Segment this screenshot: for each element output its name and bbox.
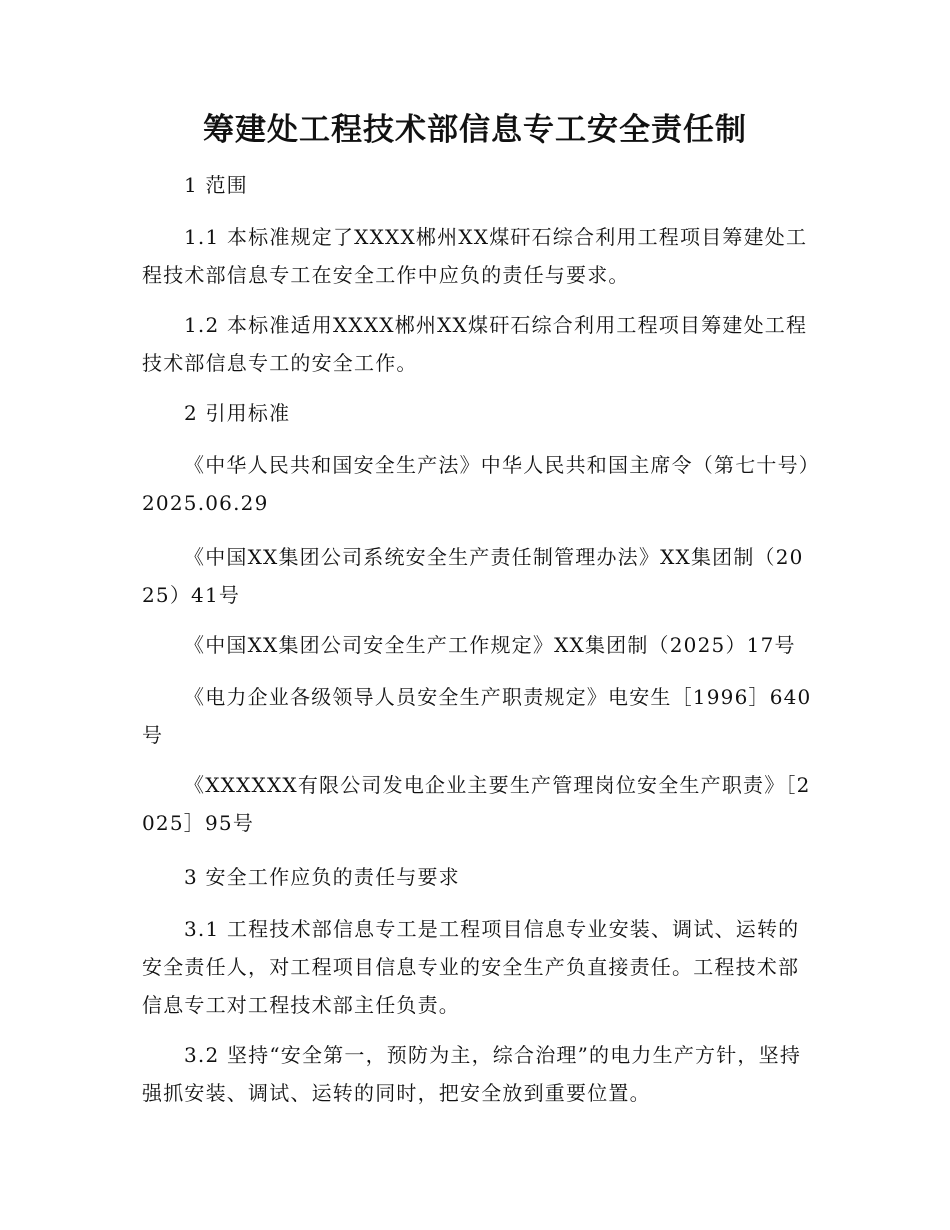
paragraph-3-1: 3.1 工程技术部信息专工是工程项目信息专业安装、调试、运转的安全责任人，对工程项目信息专业的安全生产负直接责任。工程技术部信息专工对工程技术部主任负责。 [142,917,800,1017]
section-2-heading: 2 引用标准 [184,401,291,425]
reference-2: 《中国XX集团公司系统安全生产责任制管理办法》XX集团制（2025）41号 [142,545,804,607]
section-1-heading: 1 范围 [184,173,248,197]
paragraph-1-1: 1.1 本标准规定了XXXX郴州XX煤矸石综合利用工程项目筹建处工程技术部信息专工在安全工作中应负的责任与要求。 [142,225,808,287]
reference-5: 《XXXXXX有限公司发电企业主要生产管理岗位安全生产职责》［2025］95号 [142,773,811,835]
reference-3: 《中国XX集团公司安全生产工作规定》XX集团制（2025）17号 [184,633,796,657]
reference-4: 《电力企业各级领导人员安全生产职责规定》电安生［1996］640号 [142,685,812,747]
reference-1: 《中华人民共和国安全生产法》中华人民共和国主席令（第七十号）2025.06.29 [142,453,810,515]
paragraph-3-2: 3.2 坚持“安全第一，预防为主，综合治理”的电力生产方针，坚持强抓安装、调试、运转的同时，把安全放到重要位置。 [142,1043,802,1105]
paragraph-1-2: 1.2 本标准适用XXXX郴州XX煤矸石综合利用工程项目筹建处工程技术部信息专工的安全工作。 [142,313,808,375]
document-title: 筹建处工程技术部信息专工安全责任制 [203,112,747,148]
section-3-heading: 3 安全工作应负的责任与要求 [184,865,460,889]
